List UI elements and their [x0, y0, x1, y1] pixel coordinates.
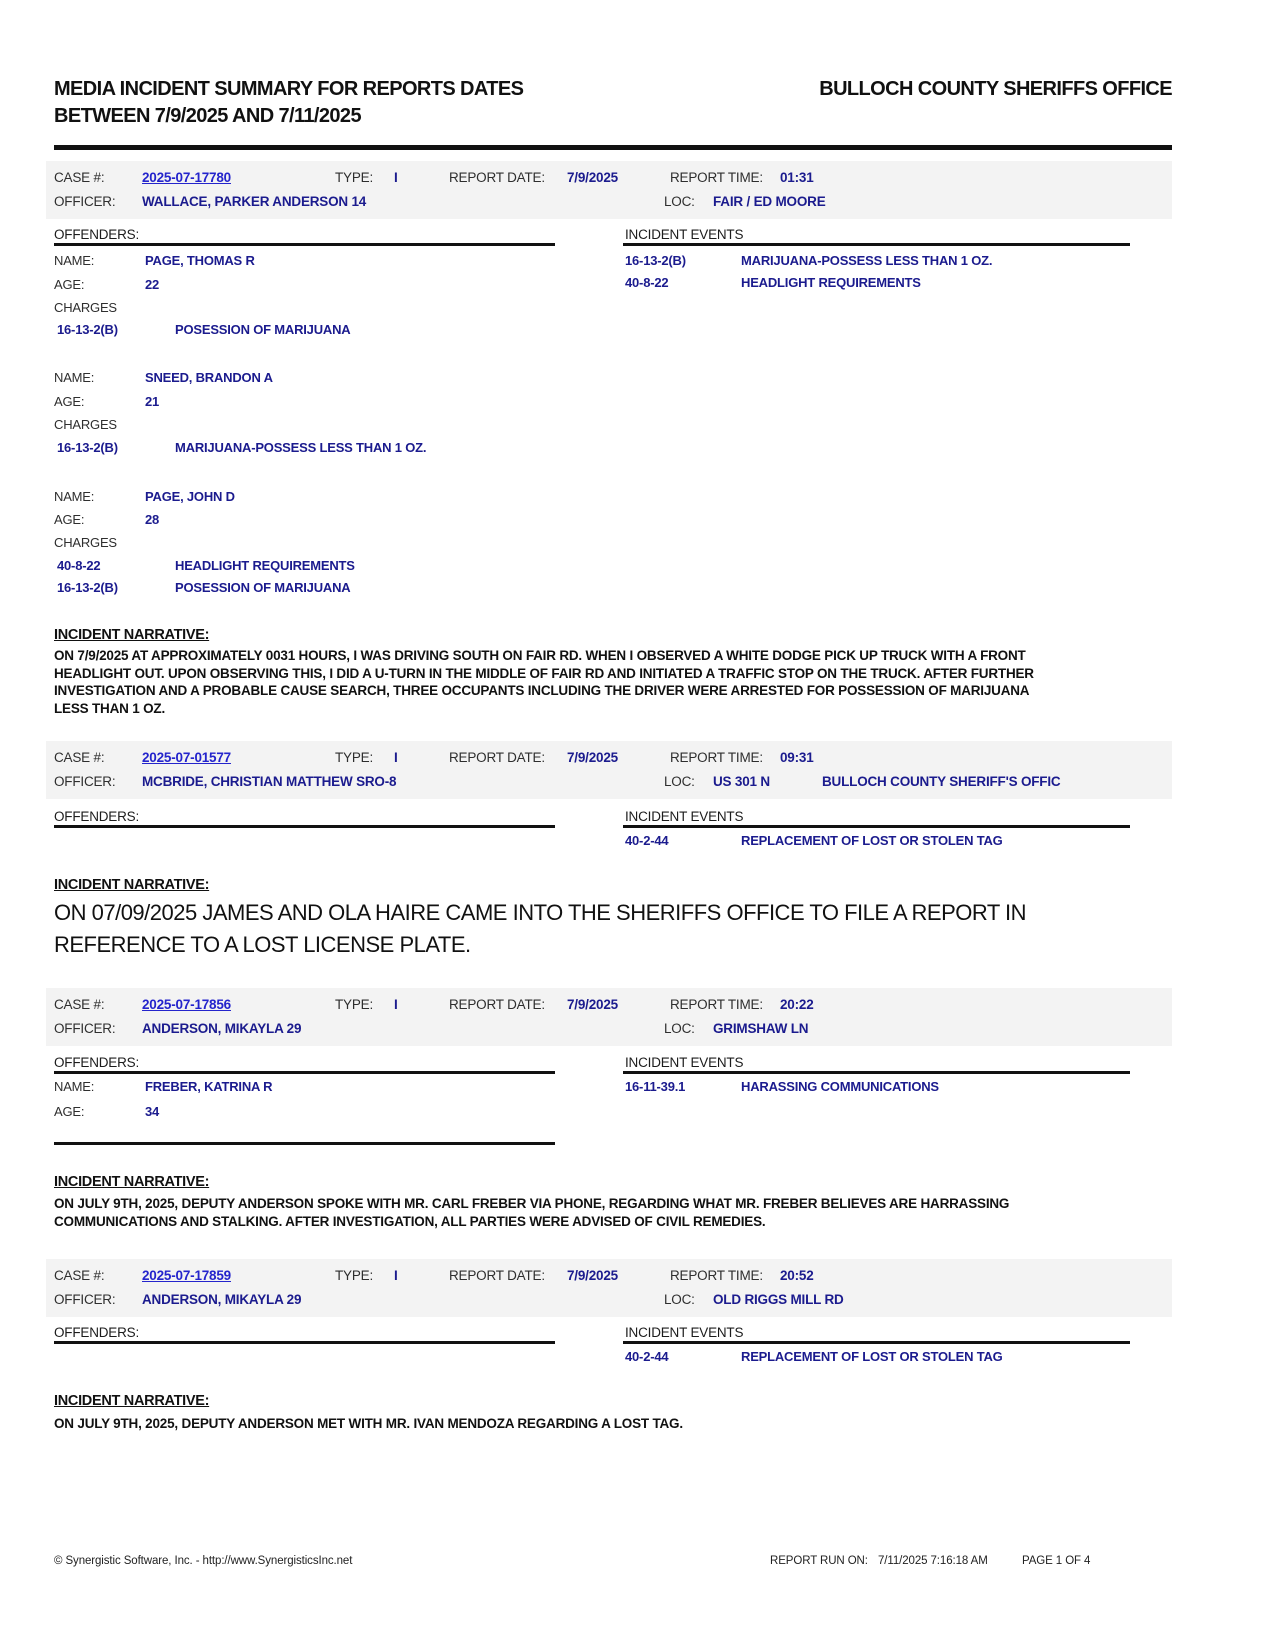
report-time-value: 01:31 [780, 170, 814, 185]
report-date-label: REPORT DATE: [449, 997, 545, 1012]
case-number-label: CASE #: [54, 1268, 105, 1283]
report-date-value: 7/9/2025 [567, 750, 618, 765]
report-time-value: 20:22 [780, 997, 814, 1012]
incident-narrative-label: INCIDENT NARRATIVE: [54, 627, 210, 643]
offenders-header: OFFENDERS: [54, 1325, 140, 1340]
offender-name-label: NAME: [54, 1079, 95, 1094]
case-record-4 [0, 1259, 1275, 1479]
offender-name: FREBER, KATRINA R [145, 1079, 273, 1094]
offender-age: 22 [145, 277, 160, 292]
report-title-line1: MEDIA INCIDENT SUMMARY FOR REPORTS DATES [54, 78, 524, 100]
offender-age-label: AGE: [54, 277, 85, 292]
loc-value: OLD RIGGS MILL RD [713, 1292, 844, 1307]
report-time-label: REPORT TIME: [670, 1268, 763, 1283]
agency-name: BULLOCH COUNTY SHERIFFS OFFICE [819, 78, 1172, 100]
charge-desc: POSESSION OF MARIJUANA [175, 322, 351, 337]
loc-value-2: BULLOCH COUNTY SHERIFF'S OFFIC [822, 774, 1061, 789]
officer-label: OFFICER: [54, 1292, 116, 1307]
case-number-link[interactable]: 2025-07-17856 [142, 997, 231, 1012]
event-desc: MARIJUANA-POSSESS LESS THAN 1 OZ. [741, 253, 993, 268]
case-record-3 [0, 988, 1275, 1259]
charge-desc: HEADLIGHT REQUIREMENTS [175, 558, 355, 573]
type-value: I [394, 1268, 398, 1283]
officer-name: MCBRIDE, CHRISTIAN MATTHEW SRO-8 [142, 774, 397, 789]
offenders-header: OFFENDERS: [54, 809, 140, 824]
offenders-underline [54, 1071, 555, 1074]
event-code: 16-11-39.1 [625, 1079, 686, 1094]
charge-code: 16-13-2(B) [57, 580, 118, 595]
events-underline [623, 1341, 1130, 1344]
loc-value: FAIR / ED MOORE [713, 194, 826, 209]
incident-narrative-label: INCIDENT NARRATIVE: [54, 1174, 210, 1190]
incident-narrative-text: ON 7/9/2025 AT APPROXIMATELY 0031 HOURS, I WAS DRIVING SOUTH ON FAIR RD. WHEN I OBSERVED A WHITE DODGE PICK UP TRUCK WITH A FRONT HEADLIGHT OUT. UPON OBSERVING THIS, I DID A U-TURN IN THE MIDDLE OF FAIR RD AND INITIATED A TRAFFIC STOP ON THE TRUCK. AFTER FURTHER INVESTIGATION AND A PROBABLE CAUSE SEARCH, THREE OCCUPANTS INCLUDING THE DRIVER WERE ARRESTED FOR POSSESSION OF MARIJUANA LESS THAN 1 OZ. [54, 648, 1034, 716]
offenders-underline [54, 825, 555, 828]
type-value: I [394, 170, 398, 185]
type-label: TYPE: [335, 170, 374, 185]
case-record-1 [0, 161, 1275, 741]
events-underline [623, 825, 1130, 828]
officer-label: OFFICER: [54, 1021, 116, 1036]
officer-label: OFFICER: [54, 774, 116, 789]
case-number-label: CASE #: [54, 750, 105, 765]
incident-events-header: INCIDENT EVENTS [625, 227, 744, 242]
events-underline [623, 1071, 1130, 1074]
event-desc: REPLACEMENT OF LOST OR STOLEN TAG [741, 1349, 1003, 1364]
report-time-label: REPORT TIME: [670, 997, 763, 1012]
incident-narrative-label: INCIDENT NARRATIVE: [54, 877, 210, 893]
offenders-underline [54, 1341, 555, 1344]
report-run-datetime: 7/11/2025 7:16:18 AM [878, 1555, 988, 1567]
incident-events-header: INCIDENT EVENTS [625, 809, 744, 824]
loc-label: LOC: [664, 774, 695, 789]
offenders-header: OFFENDERS: [54, 1055, 140, 1070]
loc-label: LOC: [664, 1021, 695, 1036]
case-header [46, 1259, 1172, 1317]
report-date-value: 7/9/2025 [567, 1268, 618, 1283]
officer-name: WALLACE, PARKER ANDERSON 14 [142, 194, 367, 209]
offender-name-label: NAME: [54, 489, 95, 504]
report-time-label: REPORT TIME: [670, 750, 763, 765]
officer-name: ANDERSON, MIKAYLA 29 [142, 1292, 302, 1307]
report-time-value: 09:31 [780, 750, 814, 765]
event-code: 16-13-2(B) [625, 253, 686, 268]
event-desc: HARASSING COMMUNICATIONS [741, 1079, 939, 1094]
charge-code: 16-13-2(B) [57, 322, 118, 337]
report-date-label: REPORT DATE: [449, 170, 545, 185]
offender-name-label: NAME: [54, 370, 95, 385]
case-number-link[interactable]: 2025-07-17780 [142, 170, 231, 185]
report-title-line2: BETWEEN 7/9/2025 AND 7/11/2025 [54, 105, 361, 127]
offender-name: PAGE, THOMAS R [145, 253, 255, 268]
incident-narrative-text: ON JULY 9TH, 2025, DEPUTY ANDERSON SPOKE WITH MR. CARL FREBER VIA PHONE, REGARDING WHAT MR. FREBER BELIEVES ARE HARRASSING COMMUNICATIONS AND STALKING. AFTER INVESTIGATION, ALL PARTIES WERE ADVISED OF CIVIL REMEDIES. [54, 1196, 1010, 1229]
event-desc: HEADLIGHT REQUIREMENTS [741, 275, 921, 290]
header-rule [54, 145, 1172, 150]
case-number-link[interactable]: 2025-07-17859 [142, 1268, 231, 1283]
events-underline [623, 243, 1130, 246]
loc-value: GRIMSHAW LN [713, 1021, 809, 1036]
report-date-value: 7/9/2025 [567, 170, 618, 185]
event-desc: REPLACEMENT OF LOST OR STOLEN TAG [741, 833, 1003, 848]
type-label: TYPE: [335, 997, 374, 1012]
offender-age-label: AGE: [54, 512, 85, 527]
charge-code: 16-13-2(B) [57, 440, 118, 455]
offender-age: 34 [145, 1104, 160, 1119]
case-number-link[interactable]: 2025-07-01577 [142, 750, 231, 765]
incident-narrative-text: ON JULY 9TH, 2025, DEPUTY ANDERSON MET WITH MR. IVAN MENDOZA REGARDING A LOST TAG. [54, 1416, 683, 1431]
type-label: TYPE: [335, 1268, 374, 1283]
incident-narrative-text: ON 07/09/2025 JAMES AND OLA HAIRE CAME INTO THE SHERIFFS OFFICE TO FILE A REPORT IN REFERENCE TO A LOST LICENSE PLATE. [54, 900, 1027, 957]
officer-name: ANDERSON, MIKAYLA 29 [142, 1021, 302, 1036]
type-value: I [394, 750, 398, 765]
offender-name: PAGE, JOHN D [145, 489, 235, 504]
charge-desc: MARIJUANA-POSSESS LESS THAN 1 OZ. [175, 440, 427, 455]
charge-code: 40-8-22 [57, 558, 101, 573]
type-label: TYPE: [335, 750, 374, 765]
event-code: 40-2-44 [625, 833, 669, 848]
offender-age-label: AGE: [54, 1104, 85, 1119]
case-number-label: CASE #: [54, 170, 105, 185]
report-date-label: REPORT DATE: [449, 1268, 545, 1283]
report-run-on-label: REPORT RUN ON: [770, 1555, 868, 1567]
officer-label: OFFICER: [54, 194, 116, 209]
incident-narrative-label: INCIDENT NARRATIVE: [54, 1393, 210, 1409]
offenders-underline [54, 243, 555, 246]
event-code: 40-2-44 [625, 1349, 669, 1364]
report-title [54, 76, 523, 130]
charges-label: CHARGES [54, 300, 117, 315]
case-record-2 [0, 741, 1275, 988]
charges-label: CHARGES [54, 535, 117, 550]
report-date-label: REPORT DATE: [449, 750, 545, 765]
event-code: 40-8-22 [625, 275, 669, 290]
offender-name: SNEED, BRANDON A [145, 370, 273, 385]
offender-name-label: NAME: [54, 253, 95, 268]
report-time-value: 20:52 [780, 1268, 814, 1283]
offender-age: 28 [145, 512, 160, 527]
footer-copyright: © Synergistic Software, Inc. - http://www.SynergisticsInc.net [54, 1555, 353, 1567]
case-header [46, 988, 1172, 1046]
type-value: I [394, 997, 398, 1012]
offender-age-label: AGE: [54, 394, 85, 409]
report-date-value: 7/9/2025 [567, 997, 618, 1012]
loc-label: LOC: [664, 1292, 695, 1307]
case-header [46, 161, 1172, 219]
incident-events-header: INCIDENT EVENTS [625, 1055, 744, 1070]
page-indicator: PAGE 1 OF 4 [1022, 1555, 1091, 1567]
charge-desc: POSESSION OF MARIJUANA [175, 580, 351, 595]
loc-label: LOC: [664, 194, 695, 209]
charges-label: CHARGES [54, 417, 117, 432]
offenders-header: OFFENDERS: [54, 227, 140, 242]
offender-age: 21 [145, 394, 160, 409]
report-time-label: REPORT TIME: [670, 170, 763, 185]
case-number-label: CASE #: [54, 997, 105, 1012]
loc-value: US 301 N [713, 774, 770, 789]
offender-list-end-line [54, 1142, 555, 1145]
incident-events-header: INCIDENT EVENTS [625, 1325, 744, 1340]
case-header [46, 741, 1172, 799]
